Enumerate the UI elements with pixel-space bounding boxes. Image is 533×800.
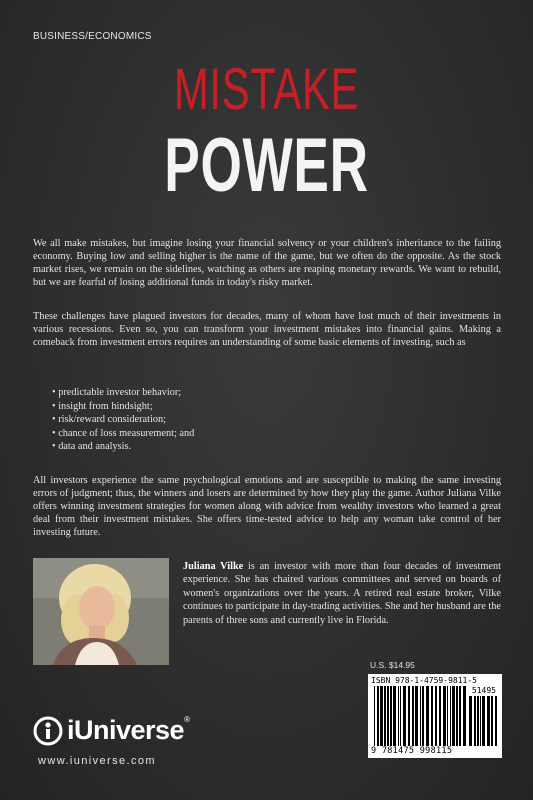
- title-line-1: MISTAKE: [173, 57, 360, 122]
- list-item: • insight from hindsight;: [52, 400, 194, 414]
- author-bio: [183, 560, 501, 627]
- isbn-number: ISBN 978-1-4759-9811-5: [371, 676, 477, 685]
- list-item: • chance of loss measurement; and: [52, 427, 194, 441]
- description-paragraph-2: These challenges have plagued investors for decades, many of whom have lost much of their investments in various recessions. Even so, you can transform your investment mistakes into financial gains. Making a comeback from investment errors requires an understanding of some basic elements of investing, such as: [33, 311, 501, 348]
- iuniverse-logo-icon: [33, 716, 63, 746]
- list-item: • data and analysis.: [52, 440, 194, 454]
- barcode-addon-number: 51495: [471, 686, 496, 695]
- investing-elements-list: [52, 386, 194, 454]
- list-item: • risk/reward consideration;: [52, 413, 194, 427]
- list-item: • predictable investor behavior;: [52, 386, 194, 400]
- barcode-addon-bars: [469, 696, 497, 746]
- author-name: Juliana Vilke: [183, 561, 244, 572]
- category-label: BUSINESS/ECONOMICS: [33, 31, 152, 42]
- price-label: U.S. $14.95: [370, 660, 415, 670]
- registered-mark: ®: [184, 715, 190, 724]
- publisher-name-text: iUniverse: [67, 715, 185, 745]
- author-photo: [33, 558, 169, 665]
- author-bio-text: is an investor with more than four decades of investment experience. She has chaired various committees and served on boards of women's organizations over the years. A retired real estate broker, Vilke continues to participate in day-trading activities. She and her husband are the parents of three sons and currently live in Florida.: [183, 561, 501, 626]
- description-paragraph-3: All investors experience the same psychological emotions and are susceptible to making the same investing errors of judgment; thus, the winners and losers are determined by how they play the game. Author Juliana Vilke offers winning investment strategies for women along with advice from wealthy investors who learned a great deal from their investment mistakes. She offers time-tested advice to help any woman take control of her investing future.: [33, 475, 501, 538]
- author-portrait-illustration: [33, 558, 169, 665]
- publisher-name: [67, 715, 189, 746]
- barcode-main-bars: [374, 686, 466, 746]
- description-paragraph-1: We all make mistakes, but imagine losing your financial solvency or your children's inheritance to the failing economy. Buying low and selling higher is the name of the game, but we often do the opposite. As the stock market rises, we remain on the sidelines, watching as others are reaping monetary rewards. We want to rebuild, but we are fearful of losing additional funds in today's risky market.: [33, 238, 501, 288]
- isbn-barcode: [368, 674, 502, 758]
- ean-digits: 9 781475 998115: [371, 746, 453, 756]
- publisher-website: www.iuniverse.com: [38, 755, 156, 767]
- publisher-logo: [33, 715, 189, 746]
- title-line-2: POWER: [164, 123, 369, 208]
